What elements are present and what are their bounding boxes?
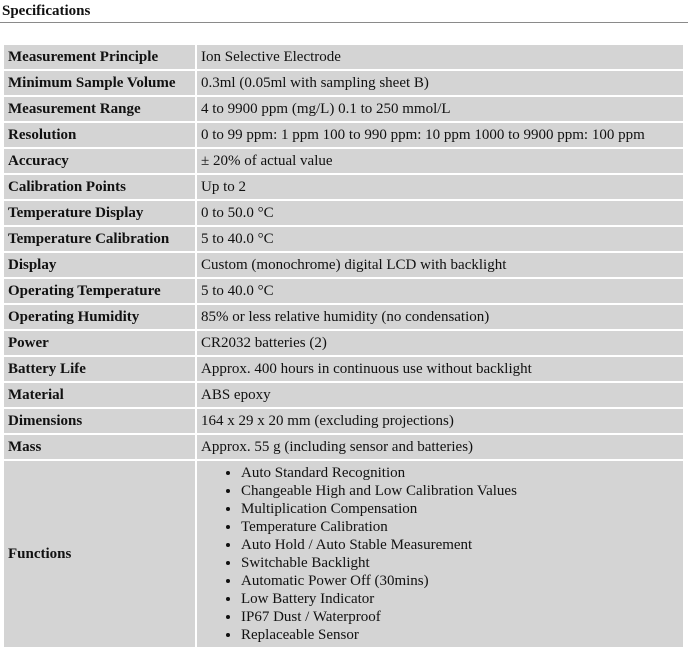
- list-item: • Low Battery Indicator: [241, 590, 679, 608]
- spec-value: 5 to 40.0 °C: [197, 227, 683, 251]
- spec-label: Battery Life: [4, 357, 195, 381]
- list-item: • Replaceable Sensor: [241, 626, 679, 644]
- table-row: [4, 383, 683, 407]
- spec-label: Functions: [4, 461, 195, 647]
- list-item: • Multiplication Compensation: [241, 500, 679, 518]
- section-title: Specifications: [2, 3, 91, 19]
- spec-label: Measurement Range: [4, 97, 195, 121]
- spec-value: 164 x 29 x 20 mm (excluding projections): [197, 409, 683, 433]
- table-row: [4, 97, 683, 121]
- table-row: [4, 331, 683, 355]
- table-row: [4, 45, 683, 69]
- table-row: [4, 175, 683, 199]
- spec-label: Material: [4, 383, 195, 407]
- spec-label: Accuracy: [4, 149, 195, 173]
- list-item: • Auto Standard Recognition: [241, 464, 679, 482]
- spec-label: Mass: [4, 435, 195, 459]
- spec-value: 0 to 99 ppm: 1 ppm 100 to 990 ppm: 10 ppm 1000 to 9900 ppm: 100 ppm: [197, 123, 683, 147]
- spec-value: 5 to 40.0 °C: [197, 279, 683, 303]
- spec-value: ABS epoxy: [197, 383, 683, 407]
- spec-value: CR2032 batteries (2): [197, 331, 683, 355]
- spec-value: 0.3ml (0.05ml with sampling sheet B): [197, 71, 683, 95]
- spec-label: Resolution: [4, 123, 195, 147]
- table-row: [4, 409, 683, 433]
- spec-label: Measurement Principle: [4, 45, 195, 69]
- table-row: [4, 201, 683, 225]
- spec-value: Approx. 400 hours in continuous use without backlight: [197, 357, 683, 381]
- table-row: [4, 279, 683, 303]
- spec-label: Display: [4, 253, 195, 277]
- list-item: • Temperature Calibration: [241, 518, 679, 536]
- spec-label: Dimensions: [4, 409, 195, 433]
- spec-value: ± 20% of actual value: [197, 149, 683, 173]
- spec-value: Approx. 55 g (including sensor and batteries): [197, 435, 683, 459]
- spec-value: 0 to 50.0 °C: [197, 201, 683, 225]
- spec-label: Minimum Sample Volume: [4, 71, 195, 95]
- section-header: [0, 0, 688, 23]
- functions-cell: [197, 461, 683, 647]
- spec-label: Temperature Calibration: [4, 227, 195, 251]
- list-item: • Automatic Power Off (30mins): [241, 572, 679, 590]
- spec-label: Operating Humidity: [4, 305, 195, 329]
- table-row: [4, 71, 683, 95]
- table-row: [4, 123, 683, 147]
- spec-label: Temperature Display: [4, 201, 195, 225]
- specifications-table: [2, 43, 685, 649]
- spec-value: Custom (monochrome) digital LCD with backlight: [197, 253, 683, 277]
- table-row: [4, 435, 683, 459]
- functions-list: [201, 464, 679, 644]
- spec-label: Operating Temperature: [4, 279, 195, 303]
- list-item: • Changeable High and Low Calibration Values: [241, 482, 679, 500]
- table-row: [4, 305, 683, 329]
- spec-value: 4 to 9900 ppm (mg/L) 0.1 to 250 mmol/L: [197, 97, 683, 121]
- table-row-functions: [4, 461, 683, 647]
- spec-value: Up to 2: [197, 175, 683, 199]
- table-row: [4, 227, 683, 251]
- spec-value: 85% or less relative humidity (no condensation): [197, 305, 683, 329]
- list-item: • Auto Hold / Auto Stable Measurement: [241, 536, 679, 554]
- spec-label: Calibration Points: [4, 175, 195, 199]
- list-item: • Switchable Backlight: [241, 554, 679, 572]
- spec-label: Power: [4, 331, 195, 355]
- table-row: [4, 253, 683, 277]
- table-row: [4, 357, 683, 381]
- list-item: • IP67 Dust / Waterproof: [241, 608, 679, 626]
- spec-value: Ion Selective Electrode: [197, 45, 683, 69]
- table-row: [4, 149, 683, 173]
